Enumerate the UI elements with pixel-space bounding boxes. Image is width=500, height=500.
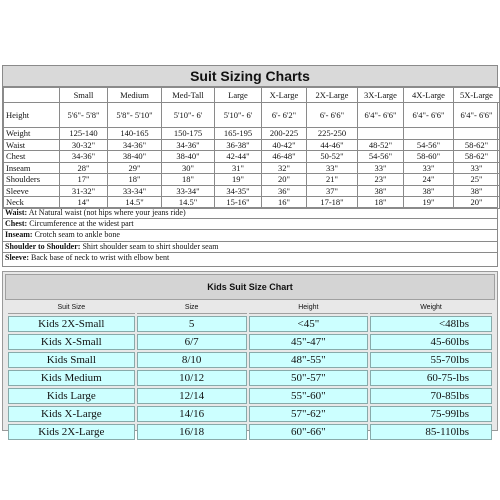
kids-weight: 55-70lbs	[370, 352, 492, 368]
row-label: Inseam	[4, 162, 60, 174]
note-line	[3, 241, 497, 252]
table-cell: 48-52"	[358, 139, 404, 151]
kids-table-body	[8, 316, 492, 440]
note-text: Circumference at the widest part	[27, 218, 134, 228]
kids-suit-size: Kids X-Large	[8, 406, 135, 422]
adult-col-header: 3X-Large	[358, 88, 404, 103]
adult-col-header: Small	[60, 88, 108, 103]
table-cell: 34-36"	[162, 139, 215, 151]
adult-col-header: Medium	[108, 88, 162, 103]
table-cell: 125-140	[60, 128, 108, 140]
kids-height: 57"-62"	[249, 406, 369, 422]
note-term: Chest:	[5, 218, 28, 228]
kids-height: 48"-55"	[249, 352, 369, 368]
row-label: Chest	[4, 151, 60, 163]
adult-suit-chart	[2, 65, 498, 267]
table-cell: 5'6"- 5'8"	[60, 103, 108, 128]
note-line	[3, 229, 497, 240]
table-cell: 19"	[404, 197, 454, 209]
table-cell: 14.5"	[108, 197, 162, 209]
note-term: Shoulder to Shoulder:	[5, 241, 81, 251]
table-cell: 6'4"- 6'6"	[404, 103, 454, 128]
kids-weight: 85-110lbs	[370, 424, 492, 440]
adult-size-table	[3, 87, 500, 209]
adult-chart-title: Suit Sizing Charts	[3, 66, 497, 87]
adult-row-waist	[4, 139, 500, 151]
table-cell: 42-44"	[215, 151, 262, 163]
table-cell: 24"	[404, 174, 454, 186]
adult-row-weight	[4, 128, 500, 140]
table-cell: 32"	[262, 162, 307, 174]
kids-size: 10/12	[137, 370, 247, 386]
kids-weight: 60-75-lbs	[370, 370, 492, 386]
table-cell: 34-35"	[215, 185, 262, 197]
kids-weight: 45-60lbs	[370, 334, 492, 350]
table-cell: 58-62"	[454, 151, 500, 163]
kids-size: 6/7	[137, 334, 247, 350]
table-cell: 18"	[358, 197, 404, 209]
row-label: Shoulders	[4, 174, 60, 186]
adult-col-header: Large	[215, 88, 262, 103]
adult-col-header: 4X-Large	[404, 88, 454, 103]
table-cell: 6'- 6'6"	[307, 103, 358, 128]
adult-col-header: Med-Tall	[162, 88, 215, 103]
table-cell: 38-40"	[162, 151, 215, 163]
table-cell: 18"	[162, 174, 215, 186]
kids-col-header: Suit Size	[8, 303, 135, 314]
kids-size: 8/10	[137, 352, 247, 368]
kids-col-header: Weight	[370, 303, 492, 314]
kids-table-row	[8, 352, 492, 368]
table-cell: 38"	[454, 185, 500, 197]
adult-col-header: X-Large	[262, 88, 307, 103]
adult-row-shoulders	[4, 174, 500, 186]
table-cell: 34-36"	[108, 139, 162, 151]
kids-suit-chart	[2, 271, 498, 438]
adult-col-header: 5X-Large	[454, 88, 500, 103]
note-text: Back base of neck to wrist with elbow bent	[29, 253, 170, 263]
kids-weight: <48lbs	[370, 316, 492, 332]
table-cell: 21"	[307, 174, 358, 186]
table-cell: 140-165	[108, 128, 162, 140]
table-cell: 58-60"	[404, 151, 454, 163]
kids-height: <45"	[249, 316, 369, 332]
table-cell: 34-36"	[60, 151, 108, 163]
kids-table-row	[8, 388, 492, 404]
kids-col-header: Size	[137, 303, 247, 314]
table-cell: 6'- 6'2"	[262, 103, 307, 128]
table-cell: 19"	[215, 174, 262, 186]
table-cell: 33-34"	[108, 185, 162, 197]
table-cell: 36-38"	[215, 139, 262, 151]
note-line	[3, 218, 497, 229]
kids-col-header: Height	[249, 303, 369, 314]
table-cell: 46-48"	[262, 151, 307, 163]
table-cell: 18"	[108, 174, 162, 186]
table-cell: 58-62"	[454, 139, 500, 151]
table-cell: 6'4"- 6'6"	[454, 103, 500, 128]
kids-suit-size: Kids Large	[8, 388, 135, 404]
kids-weight: 75-99lbs	[370, 406, 492, 422]
table-cell: 38-40"	[108, 151, 162, 163]
table-cell: 33"	[358, 162, 404, 174]
table-cell: 31"	[215, 162, 262, 174]
kids-table-row	[8, 334, 492, 350]
table-cell: 54-56"	[404, 139, 454, 151]
note-line	[3, 207, 497, 218]
adult-row-sleeve	[4, 185, 500, 197]
table-cell: 200-225	[262, 128, 307, 140]
table-cell: 165-195	[215, 128, 262, 140]
note-term: Waist:	[5, 207, 28, 217]
kids-size: 14/16	[137, 406, 247, 422]
table-cell: 33"	[454, 162, 500, 174]
table-cell: 28"	[60, 162, 108, 174]
table-cell	[404, 128, 454, 140]
note-text: Crotch seam to ankle bone	[32, 230, 120, 240]
kids-suit-size: Kids 2X-Large	[8, 424, 135, 440]
kids-table-row	[8, 370, 492, 386]
table-cell: 15-16"	[215, 197, 262, 209]
kids-suit-size: Kids Small	[8, 352, 135, 368]
row-label: Neck	[4, 197, 60, 209]
table-cell: 17-18"	[307, 197, 358, 209]
adult-table-body	[4, 103, 500, 209]
table-cell: 30-32"	[60, 139, 108, 151]
table-cell: 150-175	[162, 128, 215, 140]
table-cell: 54-56"	[358, 151, 404, 163]
row-label: Waist	[4, 139, 60, 151]
kids-size: 12/14	[137, 388, 247, 404]
kids-table-row	[8, 406, 492, 422]
kids-size-table	[6, 301, 494, 442]
kids-suit-size: Kids 2X-Small	[8, 316, 135, 332]
note-term: Sleeve:	[5, 253, 29, 263]
table-cell: 38"	[358, 185, 404, 197]
table-cell: 17"	[60, 174, 108, 186]
table-cell: 33"	[307, 162, 358, 174]
table-cell: 37"	[307, 185, 358, 197]
table-cell	[454, 128, 500, 140]
note-term: Inseam:	[5, 230, 33, 240]
table-cell: 30"	[162, 162, 215, 174]
table-cell: 225-250	[307, 128, 358, 140]
adult-header-row	[4, 88, 500, 103]
kids-height: 55"-60"	[249, 388, 369, 404]
note-text: At Natural waist (not hips where your jeans ride)	[27, 207, 186, 217]
row-label: Sleeve	[4, 185, 60, 197]
kids-table-row	[8, 424, 492, 440]
table-cell: 20"	[454, 197, 500, 209]
table-cell: 29"	[108, 162, 162, 174]
kids-size: 5	[137, 316, 247, 332]
kids-header-row	[8, 303, 492, 314]
adult-row-inseam	[4, 162, 500, 174]
note-line	[3, 252, 497, 263]
kids-height: 60"-66"	[249, 424, 369, 440]
table-cell: 16"	[262, 197, 307, 209]
table-cell: 23"	[358, 174, 404, 186]
kids-size: 16/18	[137, 424, 247, 440]
table-cell: 33"	[404, 162, 454, 174]
table-cell: 5'8"- 5'10"	[108, 103, 162, 128]
kids-chart-title: Kids Suit Size Chart	[5, 274, 495, 300]
adult-col-header: 2X-Large	[307, 88, 358, 103]
table-cell: 6'4"- 6'6"	[358, 103, 404, 128]
adult-col-header	[4, 88, 60, 103]
table-cell: 14.5"	[162, 197, 215, 209]
kids-height: 45"-47"	[249, 334, 369, 350]
row-label: Height	[4, 103, 60, 128]
adult-row-chest	[4, 151, 500, 163]
table-cell: 36"	[262, 185, 307, 197]
table-cell: 31-32"	[60, 185, 108, 197]
row-label: Weight	[4, 128, 60, 140]
adult-row-height	[4, 103, 500, 128]
kids-suit-size: Kids Medium	[8, 370, 135, 386]
kids-table-row	[8, 316, 492, 332]
table-cell: 5'10"- 6'	[215, 103, 262, 128]
kids-suit-size: Kids X-Small	[8, 334, 135, 350]
table-cell	[358, 128, 404, 140]
table-cell: 38"	[404, 185, 454, 197]
table-cell: 20"	[262, 174, 307, 186]
table-cell: 44-46"	[307, 139, 358, 151]
kids-weight: 70-85lbs	[370, 388, 492, 404]
table-cell: 40-42"	[262, 139, 307, 151]
table-cell: 14"	[60, 197, 108, 209]
table-cell: 50-52"	[307, 151, 358, 163]
kids-height: 50"-57"	[249, 370, 369, 386]
table-cell: 5'10"- 6'	[162, 103, 215, 128]
table-cell: 33-34"	[162, 185, 215, 197]
table-cell: 25"	[454, 174, 500, 186]
note-text: Shirt shoulder seam to shirt shoulder seam	[80, 241, 219, 251]
